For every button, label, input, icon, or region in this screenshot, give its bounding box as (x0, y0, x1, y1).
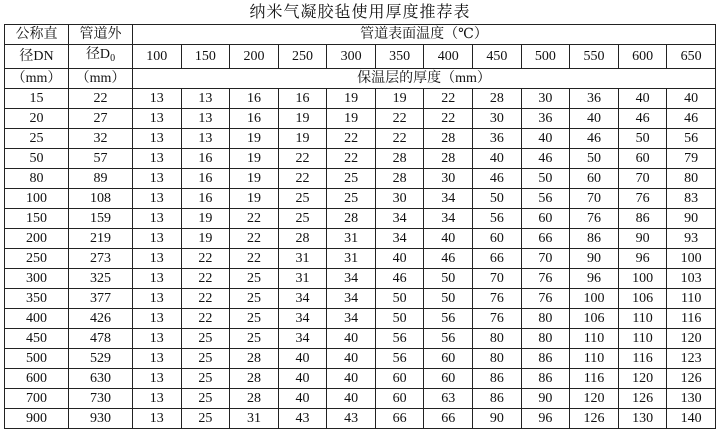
thickness-cell: 16 (278, 89, 327, 109)
header-d0-prefix: 径D (85, 47, 111, 62)
thickness-cell: 106 (618, 289, 667, 309)
thickness-cell: 96 (521, 409, 570, 429)
thickness-cell: 76 (473, 289, 522, 309)
table-row (5, 109, 716, 129)
table-row (5, 249, 716, 269)
thickness-cell: 126 (570, 409, 619, 429)
thickness-cell: 66 (424, 409, 473, 429)
thickness-cell: 90 (570, 249, 619, 269)
header-thickness-label: 保温层的厚度（mm） (133, 69, 716, 89)
table-title: 纳米气凝胶毡使用厚度推荐表 (249, 2, 471, 21)
thickness-cell: 31 (327, 249, 376, 269)
thickness-cell: 86 (521, 369, 570, 389)
dn-cell: 250 (5, 249, 69, 269)
thickness-cell: 50 (424, 289, 473, 309)
thickness-cell: 31 (327, 229, 376, 249)
thickness-cell: 13 (181, 89, 230, 109)
thickness-cell: 56 (473, 209, 522, 229)
thickness-cell: 123 (667, 349, 716, 369)
d0-cell: 529 (69, 349, 133, 369)
thickness-cell: 28 (473, 89, 522, 109)
dn-cell: 150 (5, 209, 69, 229)
thickness-cell: 13 (133, 249, 182, 269)
thickness-cell: 25 (181, 349, 230, 369)
thickness-cell: 22 (278, 149, 327, 169)
thickness-cell: 90 (667, 209, 716, 229)
thickness-cell: 36 (473, 129, 522, 149)
thickness-cell: 56 (424, 329, 473, 349)
thickness-cell: 96 (570, 269, 619, 289)
d0-cell: 630 (69, 369, 133, 389)
thickness-cell: 22 (424, 89, 473, 109)
header-d0-line1: 管道外 (69, 25, 133, 45)
d0-cell: 32 (69, 129, 133, 149)
thickness-cell: 70 (570, 189, 619, 209)
thickness-cell: 50 (521, 169, 570, 189)
d0-cell: 57 (69, 149, 133, 169)
thickness-cell: 22 (327, 149, 376, 169)
thickness-cell: 70 (473, 269, 522, 289)
d0-cell: 89 (69, 169, 133, 189)
thickness-cell: 34 (278, 329, 327, 349)
thickness-cell: 36 (521, 109, 570, 129)
d0-cell: 159 (69, 209, 133, 229)
thickness-cell: 13 (181, 109, 230, 129)
thickness-cell: 86 (473, 389, 522, 409)
thickness-cell: 60 (424, 349, 473, 369)
thickness-cell: 16 (181, 189, 230, 209)
thickness-cell: 46 (570, 129, 619, 149)
table-row (5, 289, 716, 309)
header-dn-unit: （mm） (5, 69, 69, 89)
table-row (5, 129, 716, 149)
thickness-cell: 86 (570, 229, 619, 249)
thickness-cell: 13 (181, 129, 230, 149)
thickness-cell: 19 (230, 169, 279, 189)
table-row (5, 389, 716, 409)
thickness-cell: 76 (473, 309, 522, 329)
thickness-cell: 16 (230, 109, 279, 129)
thickness-cell: 34 (327, 309, 376, 329)
table-row (5, 229, 716, 249)
thickness-cell: 40 (570, 109, 619, 129)
d0-cell: 219 (69, 229, 133, 249)
thickness-cell: 13 (133, 409, 182, 429)
thickness-cell: 19 (278, 129, 327, 149)
thickness-cell: 100 (667, 249, 716, 269)
thickness-cell: 76 (521, 289, 570, 309)
thickness-cell: 25 (278, 189, 327, 209)
thickness-cell: 25 (181, 329, 230, 349)
thickness-cell: 22 (230, 229, 279, 249)
thickness-cell: 25 (327, 169, 376, 189)
temperature-500: 500 (521, 45, 570, 69)
thickness-cell: 22 (181, 269, 230, 289)
dn-cell: 700 (5, 389, 69, 409)
thickness-cell: 19 (230, 129, 279, 149)
temperature-150: 150 (181, 45, 230, 69)
dn-cell: 450 (5, 329, 69, 349)
thickness-cell: 28 (375, 149, 424, 169)
thickness-cell: 13 (133, 169, 182, 189)
temperature-550: 550 (570, 45, 619, 69)
thickness-cell: 13 (133, 229, 182, 249)
thickness-cell: 30 (375, 189, 424, 209)
thickness-cell: 80 (667, 169, 716, 189)
thickness-cell: 22 (278, 169, 327, 189)
thickness-cell: 22 (181, 249, 230, 269)
thickness-cell: 93 (667, 229, 716, 249)
dn-cell: 900 (5, 409, 69, 429)
thickness-cell: 80 (521, 329, 570, 349)
temperature-600: 600 (618, 45, 667, 69)
thickness-cell: 50 (375, 289, 424, 309)
thickness-cell: 13 (133, 149, 182, 169)
thickness-cell: 43 (278, 409, 327, 429)
thickness-cell: 25 (230, 269, 279, 289)
thickness-cell: 19 (181, 229, 230, 249)
thickness-cell: 25 (181, 389, 230, 409)
d0-cell: 730 (69, 389, 133, 409)
header-dn-line2: 径DN (5, 45, 69, 69)
thickness-cell: 28 (230, 389, 279, 409)
thickness-cell: 40 (424, 229, 473, 249)
thickness-cell: 90 (618, 229, 667, 249)
thickness-cell: 66 (521, 229, 570, 249)
table-row (5, 369, 716, 389)
thickness-cell: 25 (327, 189, 376, 209)
thickness-cell: 60 (521, 209, 570, 229)
thickness-cell: 46 (667, 109, 716, 129)
thickness-cell: 50 (424, 269, 473, 289)
thickness-cell: 79 (667, 149, 716, 169)
thickness-cell: 22 (181, 289, 230, 309)
thickness-cell: 28 (424, 129, 473, 149)
temperature-100: 100 (133, 45, 182, 69)
table-row (5, 309, 716, 329)
thickness-cell: 126 (618, 389, 667, 409)
thickness-cell: 13 (133, 129, 182, 149)
thickness-cell: 25 (278, 209, 327, 229)
thickness-cell: 120 (618, 369, 667, 389)
thickness-cell: 40 (278, 389, 327, 409)
thickness-cell: 126 (667, 369, 716, 389)
thickness-cell: 56 (375, 349, 424, 369)
thickness-cell: 30 (473, 109, 522, 129)
thickness-cell: 83 (667, 189, 716, 209)
thickness-cell: 13 (133, 389, 182, 409)
thickness-cell: 40 (278, 349, 327, 369)
thickness-cell: 28 (327, 209, 376, 229)
dn-cell: 200 (5, 229, 69, 249)
thickness-cell: 40 (375, 249, 424, 269)
thickness-cell: 16 (181, 169, 230, 189)
thickness-cell: 25 (181, 369, 230, 389)
thickness-cell: 16 (230, 89, 279, 109)
header-row-1 (5, 25, 716, 45)
temperature-200: 200 (230, 45, 279, 69)
temperature-350: 350 (375, 45, 424, 69)
dn-cell: 300 (5, 269, 69, 289)
table-row (5, 189, 716, 209)
thickness-cell: 120 (667, 329, 716, 349)
thickness-cell: 22 (230, 209, 279, 229)
thickness-cell: 40 (618, 89, 667, 109)
temperature-400: 400 (424, 45, 473, 69)
thickness-cell: 140 (667, 409, 716, 429)
thickness-cell: 96 (618, 249, 667, 269)
thickness-cell: 86 (618, 209, 667, 229)
d0-cell: 426 (69, 309, 133, 329)
thickness-cell: 40 (327, 329, 376, 349)
thickness-cell: 46 (375, 269, 424, 289)
thickness-cell: 60 (424, 369, 473, 389)
thickness-cell: 34 (327, 289, 376, 309)
thickness-cell: 13 (133, 89, 182, 109)
thickness-cell: 76 (618, 189, 667, 209)
table-row (5, 329, 716, 349)
thickness-cell: 22 (327, 129, 376, 149)
thickness-cell: 70 (521, 249, 570, 269)
thickness-cell: 103 (667, 269, 716, 289)
dn-cell: 600 (5, 369, 69, 389)
header-dn-line1: 公称直 (5, 25, 69, 45)
thickness-cell: 100 (618, 269, 667, 289)
temperature-450: 450 (473, 45, 522, 69)
table-body (5, 25, 716, 429)
d0-cell: 930 (69, 409, 133, 429)
thickness-cell: 76 (570, 209, 619, 229)
thickness-cell: 13 (133, 369, 182, 389)
thickness-cell: 60 (618, 149, 667, 169)
thickness-cell: 116 (667, 309, 716, 329)
thickness-cell: 50 (570, 149, 619, 169)
thickness-cell: 110 (667, 289, 716, 309)
thickness-cell: 22 (230, 249, 279, 269)
thickness-cell: 76 (521, 269, 570, 289)
thickness-cell: 120 (570, 389, 619, 409)
d0-cell: 325 (69, 269, 133, 289)
thickness-cell: 80 (473, 329, 522, 349)
thickness-cell: 19 (230, 149, 279, 169)
thickness-cell: 34 (278, 309, 327, 329)
thickness-cell: 60 (473, 229, 522, 249)
table-row (5, 209, 716, 229)
thickness-cell: 25 (181, 409, 230, 429)
thickness-cell: 46 (473, 169, 522, 189)
thickness-cell: 34 (375, 229, 424, 249)
thickness-cell: 22 (424, 109, 473, 129)
temperature-250: 250 (278, 45, 327, 69)
thickness-cell: 46 (618, 109, 667, 129)
thickness-cell: 60 (375, 369, 424, 389)
table-row (5, 349, 716, 369)
thickness-cell: 13 (133, 329, 182, 349)
thickness-cell: 22 (375, 129, 424, 149)
thickness-cell: 28 (230, 369, 279, 389)
thickness-cell: 34 (424, 209, 473, 229)
thickness-cell: 30 (424, 169, 473, 189)
dn-cell: 100 (5, 189, 69, 209)
thickness-cell: 110 (570, 349, 619, 369)
table-row (5, 169, 716, 189)
thickness-cell: 19 (230, 189, 279, 209)
header-row-3 (5, 69, 716, 89)
thickness-cell: 40 (278, 369, 327, 389)
thickness-cell: 110 (570, 329, 619, 349)
thickness-cell: 86 (521, 349, 570, 369)
header-temperature-label: 管道表面温度（℃） (133, 25, 716, 45)
header-d0-line2 (69, 45, 133, 69)
d0-cell: 27 (69, 109, 133, 129)
thickness-cell: 13 (133, 109, 182, 129)
thickness-cell: 70 (618, 169, 667, 189)
thickness-cell: 90 (473, 409, 522, 429)
dn-cell: 25 (5, 129, 69, 149)
thickness-cell: 36 (570, 89, 619, 109)
thickness-cell: 106 (570, 309, 619, 329)
thickness-cell: 13 (133, 289, 182, 309)
d0-cell: 377 (69, 289, 133, 309)
header-row-2 (5, 45, 716, 69)
table-row (5, 409, 716, 429)
thickness-cell: 50 (473, 189, 522, 209)
d0-cell: 22 (69, 89, 133, 109)
thickness-cell: 31 (278, 269, 327, 289)
thickness-cell: 28 (230, 349, 279, 369)
thickness-cell: 110 (618, 329, 667, 349)
thickness-cell: 25 (230, 289, 279, 309)
d0-cell: 108 (69, 189, 133, 209)
thickness-cell: 56 (521, 189, 570, 209)
thickness-cell: 16 (181, 149, 230, 169)
thickness-cell: 13 (133, 189, 182, 209)
thickness-cell: 40 (521, 129, 570, 149)
header-d0-unit: （mm） (69, 69, 133, 89)
table-row (5, 89, 716, 109)
dn-cell: 20 (5, 109, 69, 129)
thickness-cell: 31 (278, 249, 327, 269)
thickness-cell: 50 (375, 309, 424, 329)
thickness-cell: 100 (570, 289, 619, 309)
dn-cell: 400 (5, 309, 69, 329)
thickness-cell: 19 (327, 89, 376, 109)
thickness-cell: 43 (327, 409, 376, 429)
thickness-cell: 63 (424, 389, 473, 409)
thickness-cell: 86 (473, 369, 522, 389)
thickness-cell: 116 (618, 349, 667, 369)
thickness-cell: 50 (618, 129, 667, 149)
dn-cell: 50 (5, 149, 69, 169)
thickness-cell: 66 (473, 249, 522, 269)
thickness-cell: 19 (181, 209, 230, 229)
thickness-cell: 22 (181, 309, 230, 329)
temperature-300: 300 (327, 45, 376, 69)
thickness-cell: 80 (521, 309, 570, 329)
thickness-cell: 60 (375, 389, 424, 409)
thickness-cell: 130 (618, 409, 667, 429)
thickness-cell: 22 (375, 109, 424, 129)
d0-cell: 273 (69, 249, 133, 269)
thickness-cell: 130 (667, 389, 716, 409)
thickness-cell: 13 (133, 349, 182, 369)
thickness-cell: 60 (570, 169, 619, 189)
thickness-cell: 46 (521, 149, 570, 169)
dn-cell: 500 (5, 349, 69, 369)
thickness-cell: 56 (667, 129, 716, 149)
thickness-cell: 110 (618, 309, 667, 329)
dn-cell: 350 (5, 289, 69, 309)
temperature-650: 650 (667, 45, 716, 69)
thickness-cell: 40 (473, 149, 522, 169)
thickness-cell: 28 (375, 169, 424, 189)
thickness-cell: 31 (230, 409, 279, 429)
header-d0-subscript: 0 (110, 53, 116, 64)
thickness-cell: 56 (424, 309, 473, 329)
thickness-cell: 90 (521, 389, 570, 409)
thickness-cell: 28 (278, 229, 327, 249)
thickness-cell: 116 (570, 369, 619, 389)
thickness-cell: 25 (230, 329, 279, 349)
thickness-cell: 25 (230, 309, 279, 329)
table-row (5, 269, 716, 289)
thickness-cell: 13 (133, 309, 182, 329)
thickness-cell: 28 (424, 149, 473, 169)
thickness-cell: 80 (473, 349, 522, 369)
thickness-cell: 40 (327, 349, 376, 369)
thickness-cell: 34 (375, 209, 424, 229)
thickness-cell: 13 (133, 269, 182, 289)
dn-cell: 15 (5, 89, 69, 109)
thickness-table (4, 24, 716, 429)
d0-cell: 478 (69, 329, 133, 349)
thickness-cell: 13 (133, 209, 182, 229)
thickness-cell: 40 (327, 369, 376, 389)
thickness-cell: 19 (375, 89, 424, 109)
thickness-cell: 56 (375, 329, 424, 349)
thickness-cell: 34 (278, 289, 327, 309)
thickness-cell: 40 (667, 89, 716, 109)
thickness-cell: 40 (327, 389, 376, 409)
thickness-cell: 30 (521, 89, 570, 109)
dn-cell: 80 (5, 169, 69, 189)
thickness-cell: 46 (424, 249, 473, 269)
thickness-cell: 66 (375, 409, 424, 429)
thickness-cell: 34 (424, 189, 473, 209)
table-row (5, 149, 716, 169)
thickness-cell: 19 (327, 109, 376, 129)
thickness-cell: 19 (278, 109, 327, 129)
thickness-cell: 34 (327, 269, 376, 289)
